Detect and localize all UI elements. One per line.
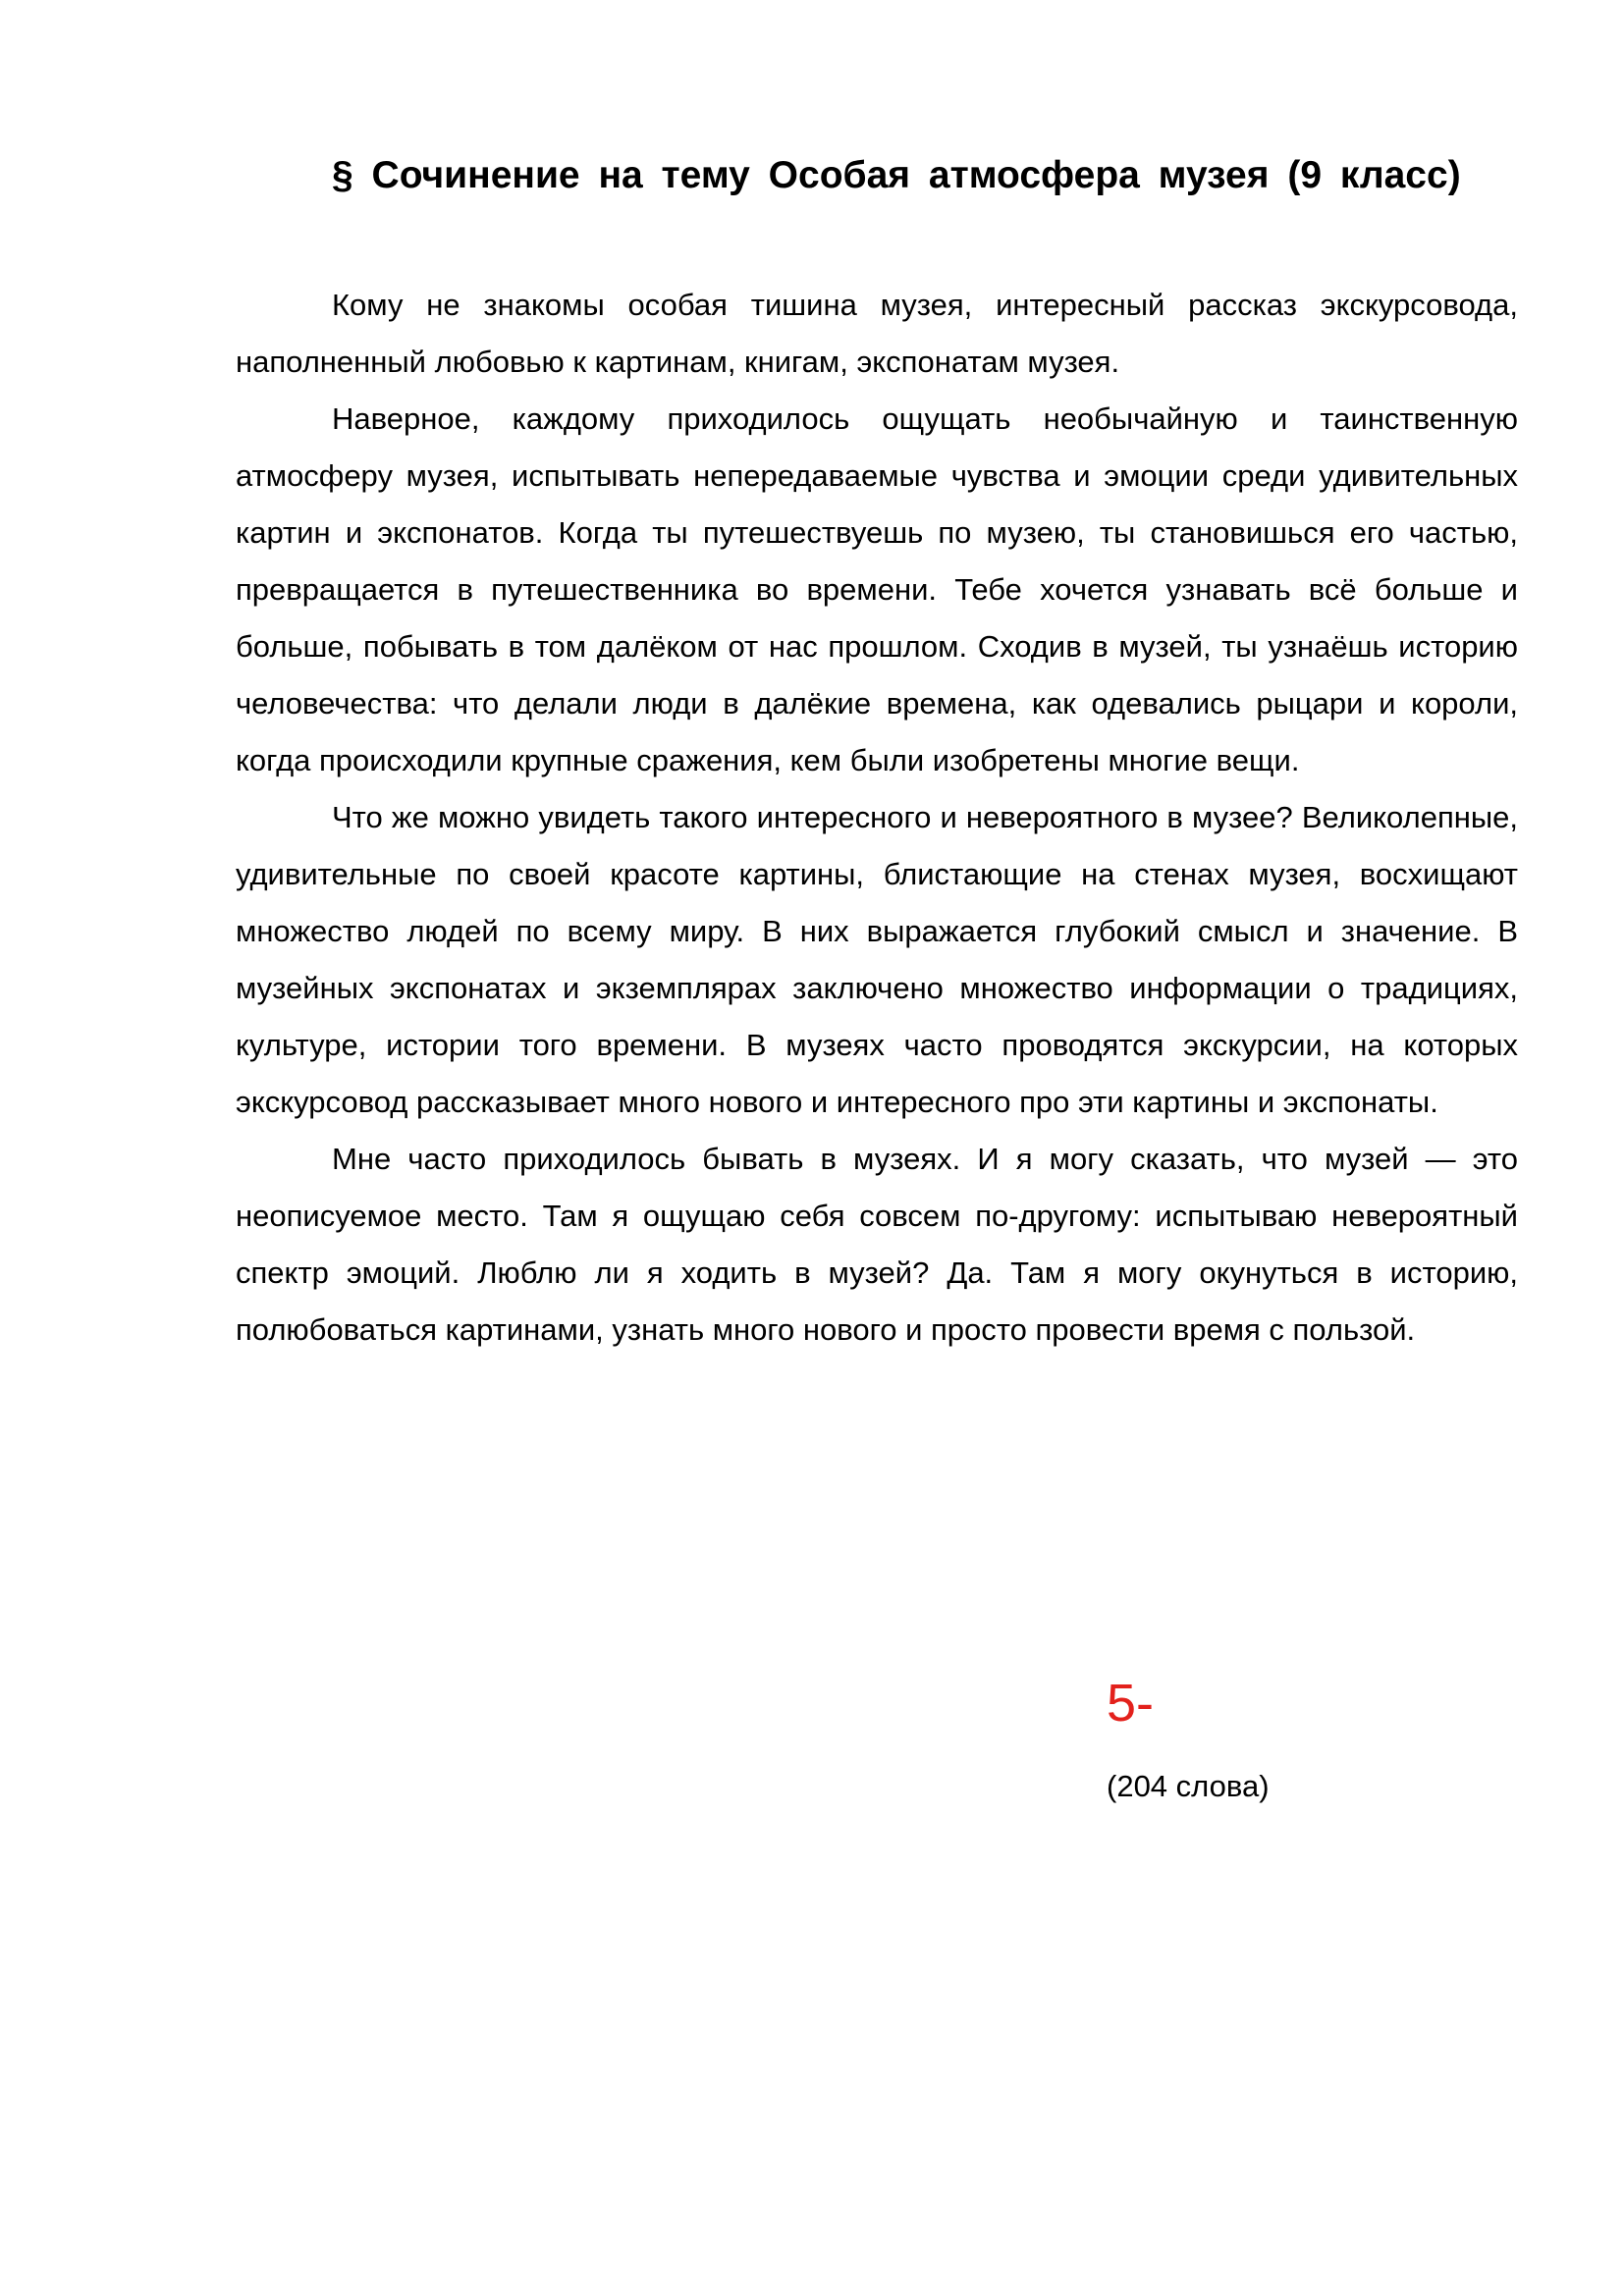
essay-body [236,277,1518,1359]
document-content [236,147,1518,1359]
essay-paragraph-3: Что же можно увидеть такого интересного и невероятного в музее? Великолепные, удивительные по своей красоте картины, блистающие на стенах музея, восхищают множество людей по всему миру. В них выражается глубокий смысл и значение. В музейных экспонатах и экземплярах заключено множество информации о традициях, культуре, истории того времени. В музеях часто проводятся экскурсии, на которых экскурсовод рассказывает много нового и интересного про эти картины и экспонаты. [236,800,1518,1119]
essay-title: § Сочинение на тему Особая атмосфера музея (9 класс) [332,154,1461,196]
essay-paragraph-1: Кому не знакомы особая тишина музея, интересный рассказ экскурсовода, наполненный любовью к картинам, книгам, экспонатам музея. [236,288,1518,379]
word-count: (204 слова) [1107,1769,1270,1803]
essay-paragraph-2: Наверное, каждому приходилось ощущать необычайную и таинственную атмосферу музея, испытывать непередаваемые чувства и эмоции среди удивительных картин и экспонатов. Когда ты путешествуешь по музею, ты становишься его частью, превращается в путешественника во времени. Тебе хочется узнавать всё больше и больше, побывать в том далёком от нас прошлом. Сходив в музей, ты узнаёшь историю человечества: что делали люди в далёкие времена, как одевались рыцари и короли, когда происходили крупные сражения, кем были изобретены многие вещи. [236,401,1518,777]
essay-paragraph-4: Мне часто приходилось бывать в музеях. И я могу сказать, что музей — это неописуемое место. Там я ощущаю себя совсем по-другому: испытываю невероятный спектр эмоций. Люблю ли я ходить в музей? Да. Там я могу окунуться в историю, полюбоваться картинами, узнать много нового и просто провести время с пользой. [236,1142,1518,1347]
grade-mark: 5- [1107,1674,1155,1733]
